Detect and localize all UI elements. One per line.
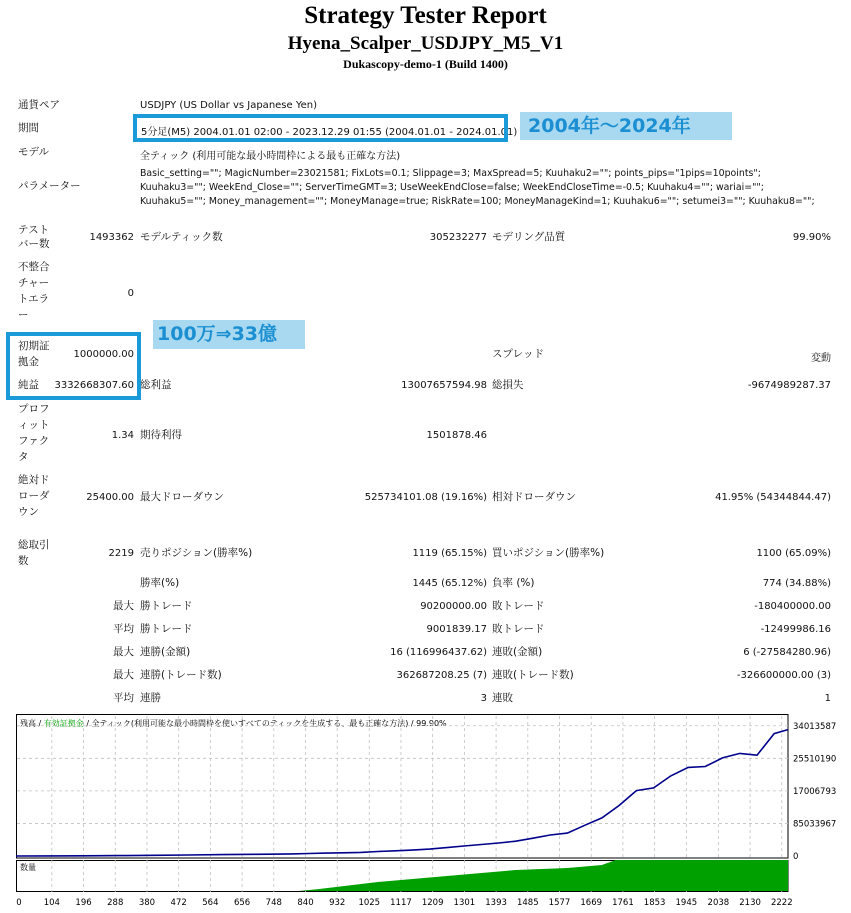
params-label: パラメーター <box>18 180 81 192</box>
period-highlight-box <box>133 114 508 142</box>
long-positions-value: 1100 (65.09%) <box>756 548 831 559</box>
consec-loss-trades-value: -326600000.00 (3) <box>736 670 831 681</box>
params-line-2: Kuuhaku3=""; WeekEnd_Close=""; ServerTimeGMT=3; UseWeekEndClose=false; WeekEndCloseTime=-0.5; Kuuhaku4=""; wariai=""; <box>140 182 764 193</box>
net-profit-label: 純益 <box>18 379 39 391</box>
max-dd-label: 最大ドローダウン <box>140 491 224 503</box>
legend-part: / <box>83 719 92 728</box>
x-tick-label: 1853 <box>643 898 666 908</box>
total-trades-label-2: 数 <box>18 555 29 567</box>
x-tick-label: 564 <box>202 898 219 908</box>
avg-label-1: 平均 <box>113 623 134 635</box>
consec-loss-amount-label: 連敗(金額) <box>492 646 543 658</box>
mismatch-label-1: 不整合 <box>18 261 50 273</box>
consec-loss-value: 1 <box>824 693 831 704</box>
period-label: 期間 <box>18 122 39 134</box>
win-rate-label: 勝率(%) <box>140 577 180 589</box>
legend-part: 有効証拠金 <box>43 719 84 728</box>
x-tick-label: 1025 <box>358 898 381 908</box>
consec-win-value: 3 <box>480 693 487 704</box>
x-tick-label: 1393 <box>485 898 507 908</box>
x-tick-label: 2038 <box>707 898 730 908</box>
y-tick-label: 25510190 <box>793 754 836 765</box>
x-tick-label: 1485 <box>516 898 539 908</box>
deposit-label-2: 拠金 <box>18 356 39 368</box>
y-tick-label: 8503396​7 <box>793 819 836 830</box>
consec-win-amount-value: 16 (116996437.62) <box>390 647 487 658</box>
short-positions-label: 売りポジション(勝率%) <box>140 547 253 559</box>
rel-dd-value: 41.95% (54344844.47) <box>715 492 831 503</box>
params-line-1: Basic_setting=""; MagicNumber=23021581; FixLots=0.1; Slippage=3; MaxSpread=5; Kuuhaku2=""; points_pips="1pips=10points"; <box>140 168 761 179</box>
y-tick-label: 17006793 <box>793 786 836 797</box>
x-tick-label: 840 <box>297 898 314 908</box>
model-quality-label: モデリング品質 <box>492 231 566 243</box>
x-tick-label: 932 <box>329 898 346 908</box>
legend-part: 99.90% <box>416 719 447 728</box>
report-title: Strategy Tester Report <box>304 2 547 29</box>
win-rate-value: 1445 (65.12%) <box>412 578 487 589</box>
consec-loss-amount-value: 6 (-27584280.96) <box>743 647 831 658</box>
total-trades-value: 2219 <box>108 548 134 559</box>
x-tick-label: 0 <box>16 898 22 908</box>
period-annotation: 2004年〜2024年 <box>520 112 732 140</box>
expected-payoff-value: 1501878.46 <box>426 430 487 441</box>
long-positions-label: 買いポジション(勝率%) <box>492 547 605 559</box>
gross-loss-value: -9674989287.37 <box>747 380 831 391</box>
x-tick-label: 472 <box>170 898 187 908</box>
spread-label: スプレッド <box>492 348 544 360</box>
consec-win-label: 連勝 <box>140 692 161 704</box>
test-bars-value: 1493362 <box>89 232 134 243</box>
spread-value: 変動 <box>811 353 831 364</box>
rel-dd-label: 相対ドローダウン <box>492 491 576 503</box>
deposit-value: 1000000.00 <box>73 349 134 360</box>
max-label-2: 最大 <box>113 646 134 658</box>
pf-label-1: プロフ <box>18 403 50 415</box>
mismatch-value: 0 <box>127 288 134 299</box>
consec-loss-label: 連敗 <box>492 692 513 704</box>
pair-value: USDJPY (US Dollar vs Japanese Yen) <box>140 100 318 111</box>
x-tick-label: 1577 <box>548 898 571 908</box>
balance-chart <box>16 714 836 910</box>
x-tick-label: 2130 <box>739 898 761 908</box>
x-tick-label: 1669 <box>580 898 603 908</box>
x-tick-label: 1945 <box>675 898 698 908</box>
test-bars-label-1: テスト <box>18 224 50 236</box>
max-loss-value: -180400000.00 <box>754 601 831 612</box>
expected-payoff-label: 期待利得 <box>140 429 182 441</box>
balance-chart-svg <box>16 714 836 910</box>
avg-win-value: 9001839.17 <box>426 624 487 635</box>
pf-value: 1.34 <box>111 430 134 441</box>
gross-profit-value: 13007657594.98 <box>401 380 487 391</box>
x-tick-label: 288 <box>107 898 124 908</box>
max-dd-value: 525734101.08 (19.16%) <box>364 492 487 503</box>
short-positions-value: 1119 (65.15%) <box>412 548 487 559</box>
x-tick-label: 1209 <box>421 898 444 908</box>
x-tick-label: 1301 <box>453 898 476 908</box>
total-trades-label-1: 総取引 <box>18 539 50 551</box>
volume-label: 数量 <box>20 863 36 872</box>
legend-part: / <box>36 719 44 728</box>
model-quality-value: 99.90% <box>792 232 831 243</box>
legend-part: 全ティック(利用可能な最小時間枠を使いすべてのティックを生成する、最も正確な方法) <box>91 719 409 728</box>
y-tick-label: 34013587 <box>793 721 836 732</box>
mismatch-label-2: チャー <box>18 277 50 289</box>
x-tick-label: 104 <box>43 898 60 908</box>
strategy-name: Hyena_Scalper_USDJPY_M5_V1 <box>287 33 564 54</box>
consec-loss-trades-label: 連敗(トレード数) <box>492 669 574 681</box>
abs-dd-label-2: ローダ <box>18 490 50 502</box>
period-value: 5分足(M5) 2004.01.01 02:00 - 2023.12.29 01:55 (2004.01.01 - 2024.01.01) <box>141 127 518 138</box>
model-ticks-label: モデルティック数 <box>140 231 223 243</box>
avg-loss-label: 敗トレード <box>492 623 545 635</box>
avg-win-label: 勝トレード <box>140 623 193 635</box>
chart-legend <box>20 718 447 728</box>
abs-dd-label-3: ウン <box>18 506 39 518</box>
max-win-value: 90200000.00 <box>420 601 487 612</box>
capital-highlight-box <box>6 332 141 400</box>
max-label-3: 最大 <box>113 669 134 681</box>
net-profit-value: 3332668307.60 <box>54 380 134 391</box>
test-bars-label-2: バー数 <box>18 238 50 250</box>
x-tick-label: 656 <box>233 898 251 908</box>
x-tick-label: 1761 <box>612 898 634 908</box>
x-tick-label: 196 <box>75 898 92 908</box>
avg-label-2: 平均 <box>113 692 134 704</box>
loss-rate-value: 774 (34.88%) <box>762 578 831 589</box>
max-win-label: 勝トレード <box>140 600 193 612</box>
main-plot-frame <box>17 715 789 859</box>
abs-dd-value: 25400.00 <box>86 492 134 503</box>
mismatch-label-3: トエラ <box>18 293 50 305</box>
avg-loss-value: -12499986.16 <box>760 624 831 635</box>
pf-label-2: ィット <box>18 419 50 431</box>
consec-win-amount-label: 連勝(金額) <box>140 646 191 658</box>
consec-win-trades-value: 362687208.25 (7) <box>396 670 487 681</box>
gross-loss-label: 総損失 <box>492 379 524 391</box>
consec-win-trades-label: 連勝(トレード数) <box>140 669 222 681</box>
server-info: Dukascopy-demo-1 (Build 1400) <box>343 57 508 71</box>
model-ticks-value: 305232277 <box>429 232 487 243</box>
max-label-1: 最大 <box>113 600 134 612</box>
model-label: モデル <box>18 146 49 158</box>
x-tick-label: 748 <box>265 898 282 908</box>
x-tick-label: 2222 <box>770 898 793 908</box>
mismatch-label-4: ー <box>18 309 29 321</box>
capital-annotation: 100万⇒33億 <box>153 320 305 349</box>
model-value: 全ティック (利用可能な最小時間枠による最も正確な方法) <box>140 151 401 162</box>
pf-label-4: タ <box>18 451 29 463</box>
deposit-label-1: 初期証 <box>18 340 50 352</box>
params-line-3: Kuuhaku5=""; Money_management=""; MoneyManage=true; RiskRate=100; MoneyManageKind=1; Kuuhaku6=""; setumei3=""; Kuuhaku8=""; <box>140 196 815 207</box>
max-loss-label: 敗トレード <box>492 600 545 612</box>
pf-label-3: ファク <box>18 435 50 447</box>
x-tick-label: 380 <box>138 898 156 908</box>
loss-rate-label: 負率 (%) <box>492 577 535 589</box>
abs-dd-label-1: 絶対ド <box>18 474 50 486</box>
legend-part: 残高 <box>20 719 36 728</box>
x-tick-label: 1117 <box>390 898 412 908</box>
gross-profit-label: 総利益 <box>140 379 172 391</box>
pair-label: 通貨ペア <box>18 99 60 111</box>
legend-part: / <box>408 719 417 728</box>
y-tick-label: 0 <box>793 852 799 862</box>
